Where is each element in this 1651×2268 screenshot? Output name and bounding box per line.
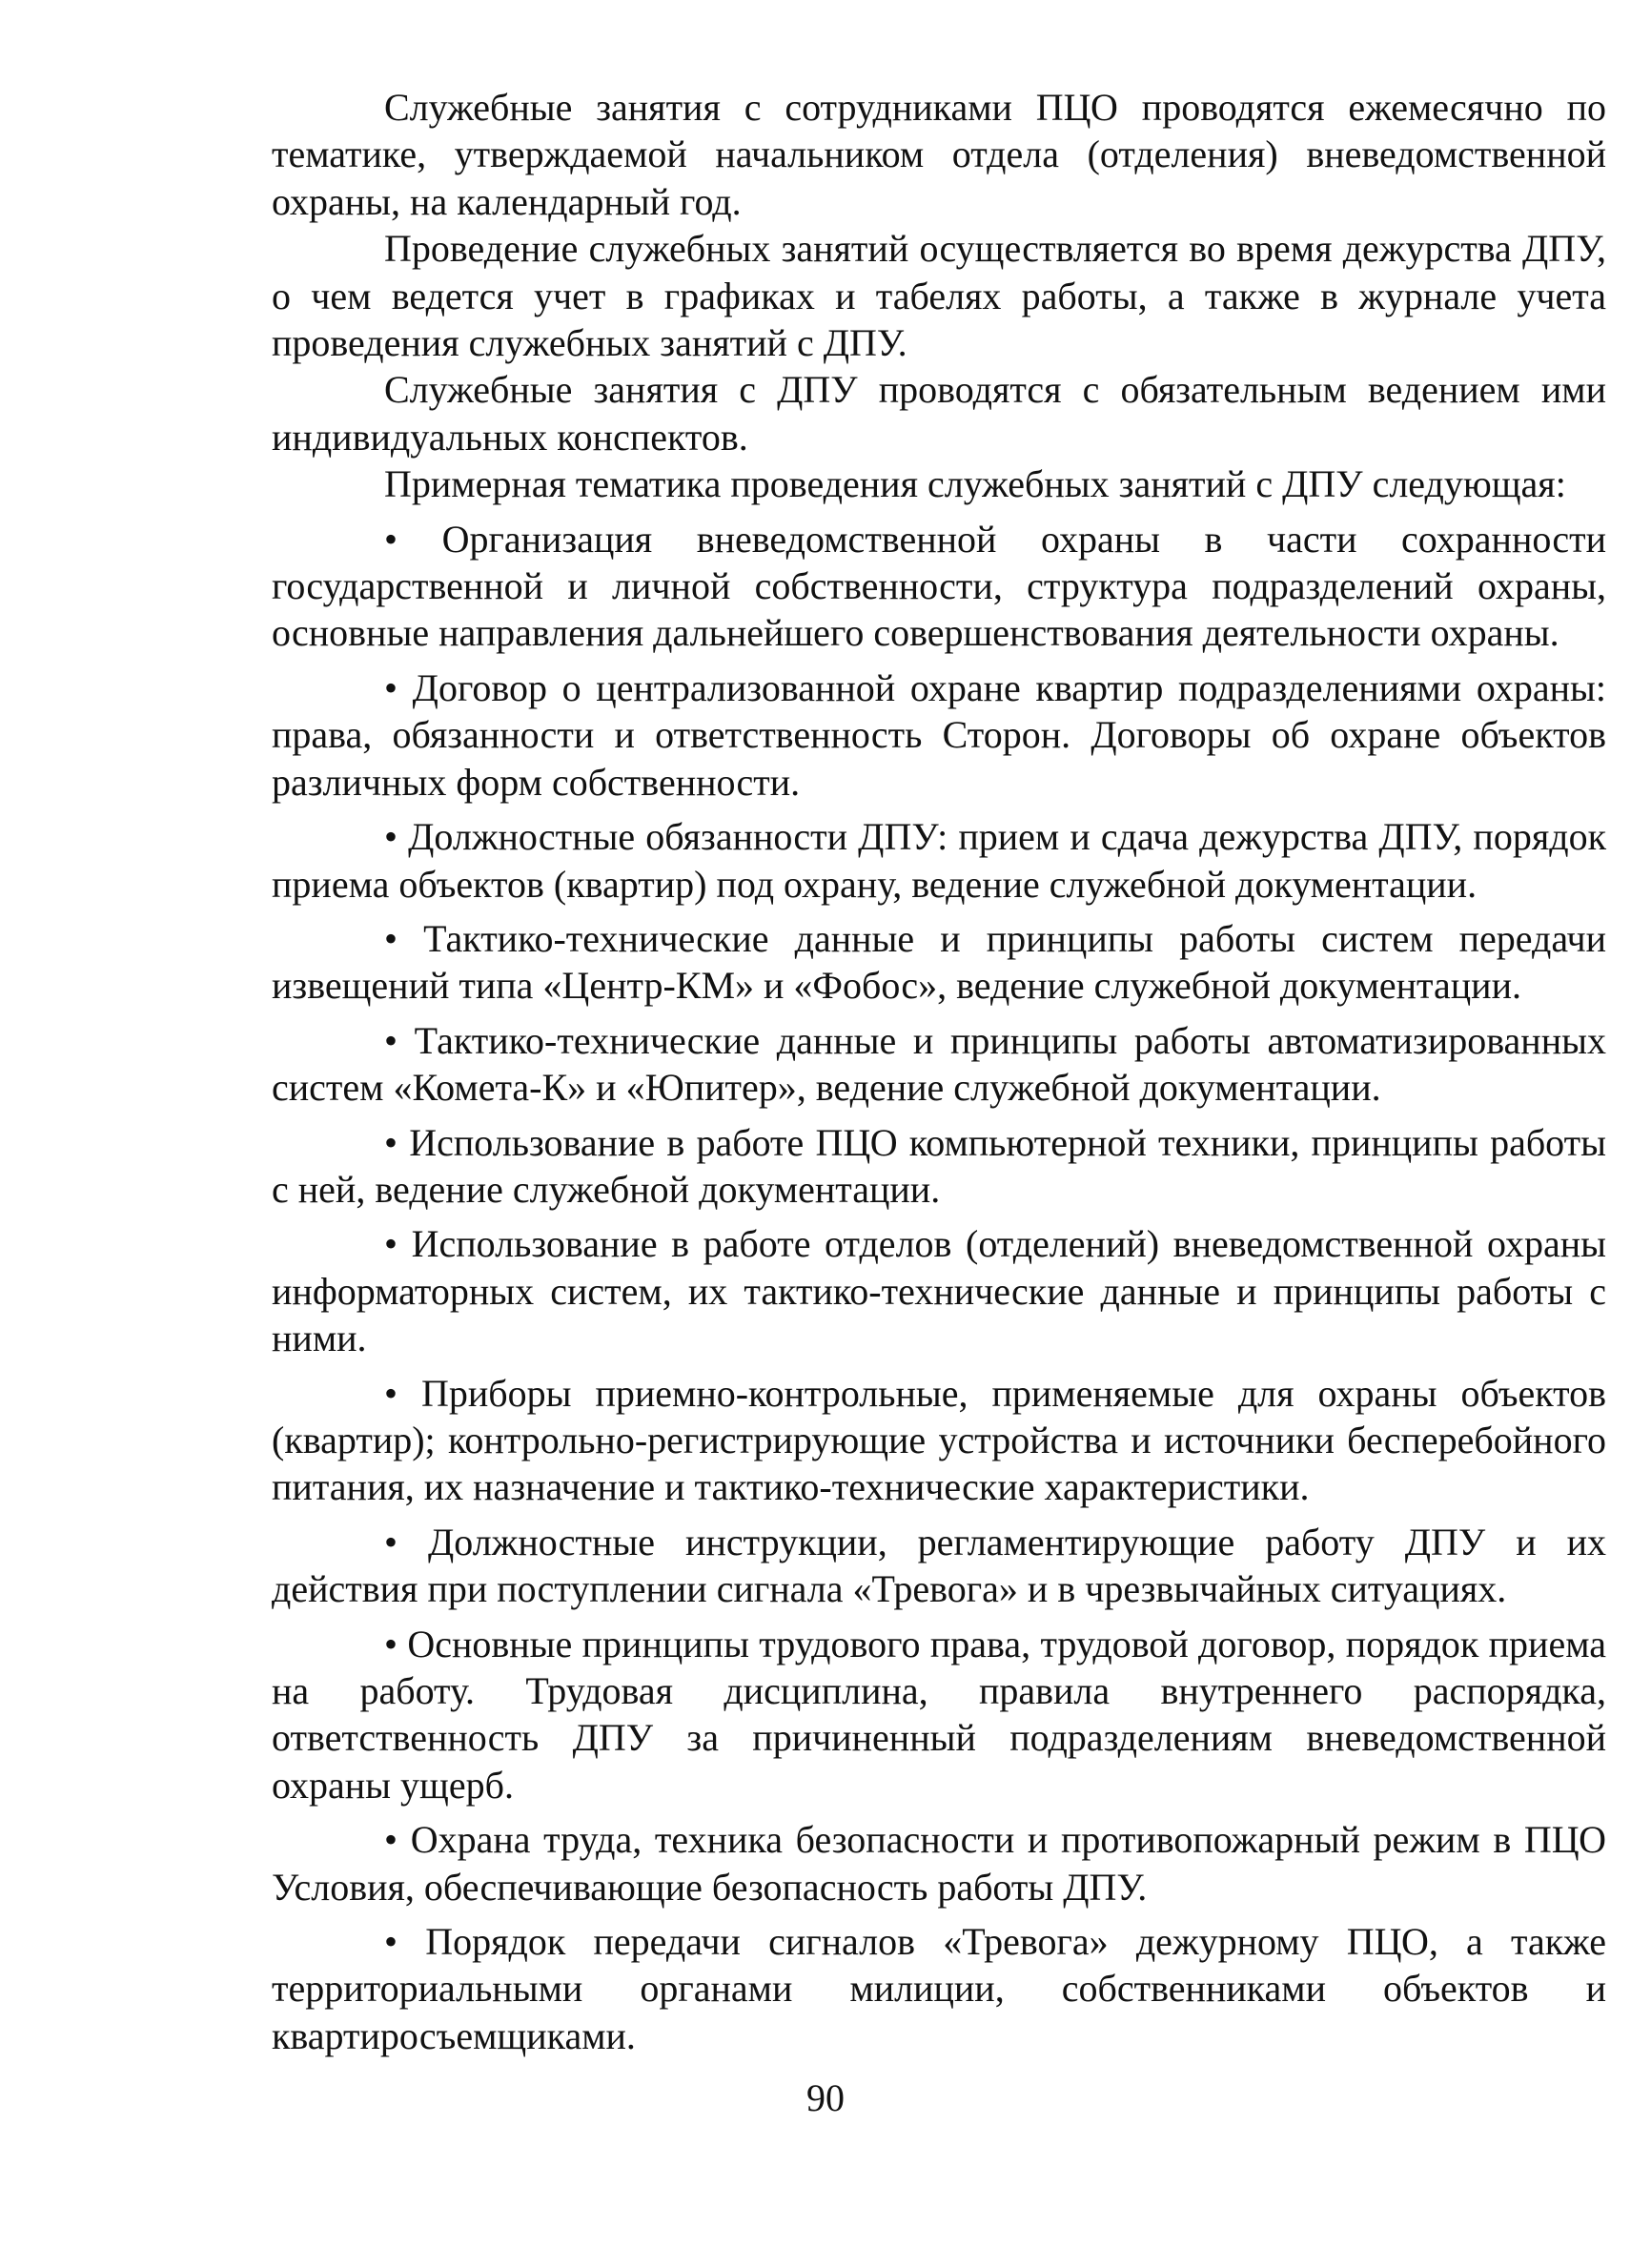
- topic-list-item: [272, 516, 1606, 657]
- bullet-icon: •: [384, 1120, 398, 1164]
- topic-text: Должностные инструкции, регламентирующие работу ДПУ и их действия при поступлении сигнала «Тревога» и в чрезвычайных ситуациях.: [272, 1520, 1607, 1611]
- bullet-icon: •: [384, 1622, 398, 1665]
- paragraph: Примерная тематика проведения служебных занятий с ДПУ следующая:: [384, 462, 1566, 506]
- page-number: 90: [806, 2076, 845, 2119]
- bullet-icon: •: [384, 1520, 398, 1563]
- topic-list-item: [272, 1119, 1606, 1214]
- topic-list-item: [272, 915, 1606, 1010]
- paragraph: Служебные занятия с ДПУ проводятся с обязательным ведением ими индивидуальных конспектов.: [272, 368, 1606, 459]
- topic-list-item: [272, 1816, 1606, 1910]
- bullet-icon: •: [384, 1018, 398, 1062]
- bullet-icon: •: [384, 517, 398, 561]
- topic-list-item: [272, 1918, 1606, 2059]
- bullet-icon: •: [384, 1371, 398, 1415]
- paragraph: Проведение служебных занятий осуществляется во время дежурства ДПУ, о чем ведется учет в графиках и табелях работы, а также в журнале учета проведения служебных занятий с ДПУ.: [272, 227, 1606, 365]
- topic-text: Использование в работе отделов (отделений) вневедомственной охраны информаторных систем, их тактико-технические данные и принципы работы с ними.: [272, 1222, 1606, 1360]
- topic-list-item: [272, 1220, 1606, 1361]
- topic-text: Тактико-технические данные и принципы работы автоматизированных систем «Комета-К» и «Юпитер», ведение служебной документации.: [272, 1018, 1606, 1110]
- bullet-icon: •: [384, 1920, 398, 1964]
- bullet-icon: •: [384, 815, 398, 859]
- bullet-icon: •: [384, 665, 398, 709]
- topic-text: Порядок передачи сигналов «Тревога» дежурному ПЦО, а также территориальными органами милиции, собственниками объектов и квартиросъемщиками.: [272, 1920, 1607, 2057]
- topic-text: Охрана труда, техника безопасности и противопожарный режим в ПЦО Условия, обеспечивающие безопасность работы ДПУ.: [272, 1818, 1607, 1909]
- topic-text: Использование в работе ПЦО компьютерной техники, принципы работы с ней, ведение служебной документации.: [272, 1120, 1606, 1211]
- topic-list-item: [272, 813, 1606, 908]
- topic-list-item: [272, 1621, 1606, 1809]
- topic-text: Тактико-технические данные и принципы работы систем передачи извещений типа «Центр-КМ» и «Фобос», ведение служебной документации.: [272, 916, 1607, 1008]
- paragraph: Служебные занятия с сотрудниками ПЦО проводятся ежемесячно по тематике, утверждаемой начальником отдела (отделения) вневедомственной охраны, на календарный год.: [272, 86, 1606, 223]
- topic-text: Договор о централизованной охране квартир подразделениями охраны: права, обязанности и ответственность Сторон. Договоры об охране объектов различных форм собственности.: [272, 665, 1606, 804]
- bullet-icon: •: [384, 1818, 398, 1862]
- topic-list-item: [272, 1017, 1606, 1112]
- bullet-icon: •: [384, 916, 398, 960]
- topic-list-item: [272, 1370, 1606, 1511]
- topic-text: Должностные обязанности ДПУ: прием и сдача дежурства ДПУ, порядок приема объектов (квартир) под охрану, ведение служебной документации.: [272, 815, 1607, 906]
- topic-text: Организация вневедомственной охраны в части сохранности государственной и личной собственности, структура подразделений охраны, основные направления дальнейшего совершенствования деятельности охраны.: [272, 517, 1606, 655]
- topic-list-item: [272, 1519, 1606, 1613]
- document-page: [272, 84, 1606, 2059]
- topic-text: Основные принципы трудового права, трудовой договор, порядок приема на работу. Трудовая дисциплина, правила внутреннего распорядка, ответственность ДПУ за причиненный подразделениям вневедомственной охраны ущерб.: [272, 1622, 1607, 1807]
- bullet-icon: •: [384, 1222, 398, 1266]
- topic-text: Приборы приемно-контрольные, применяемые для охраны объектов (квартир); контрольно-регистрирующие устройства и источники бесперебойного питания, их назначение и тактико-технические характеристики.: [272, 1371, 1607, 1509]
- topic-list-item: [272, 664, 1606, 806]
